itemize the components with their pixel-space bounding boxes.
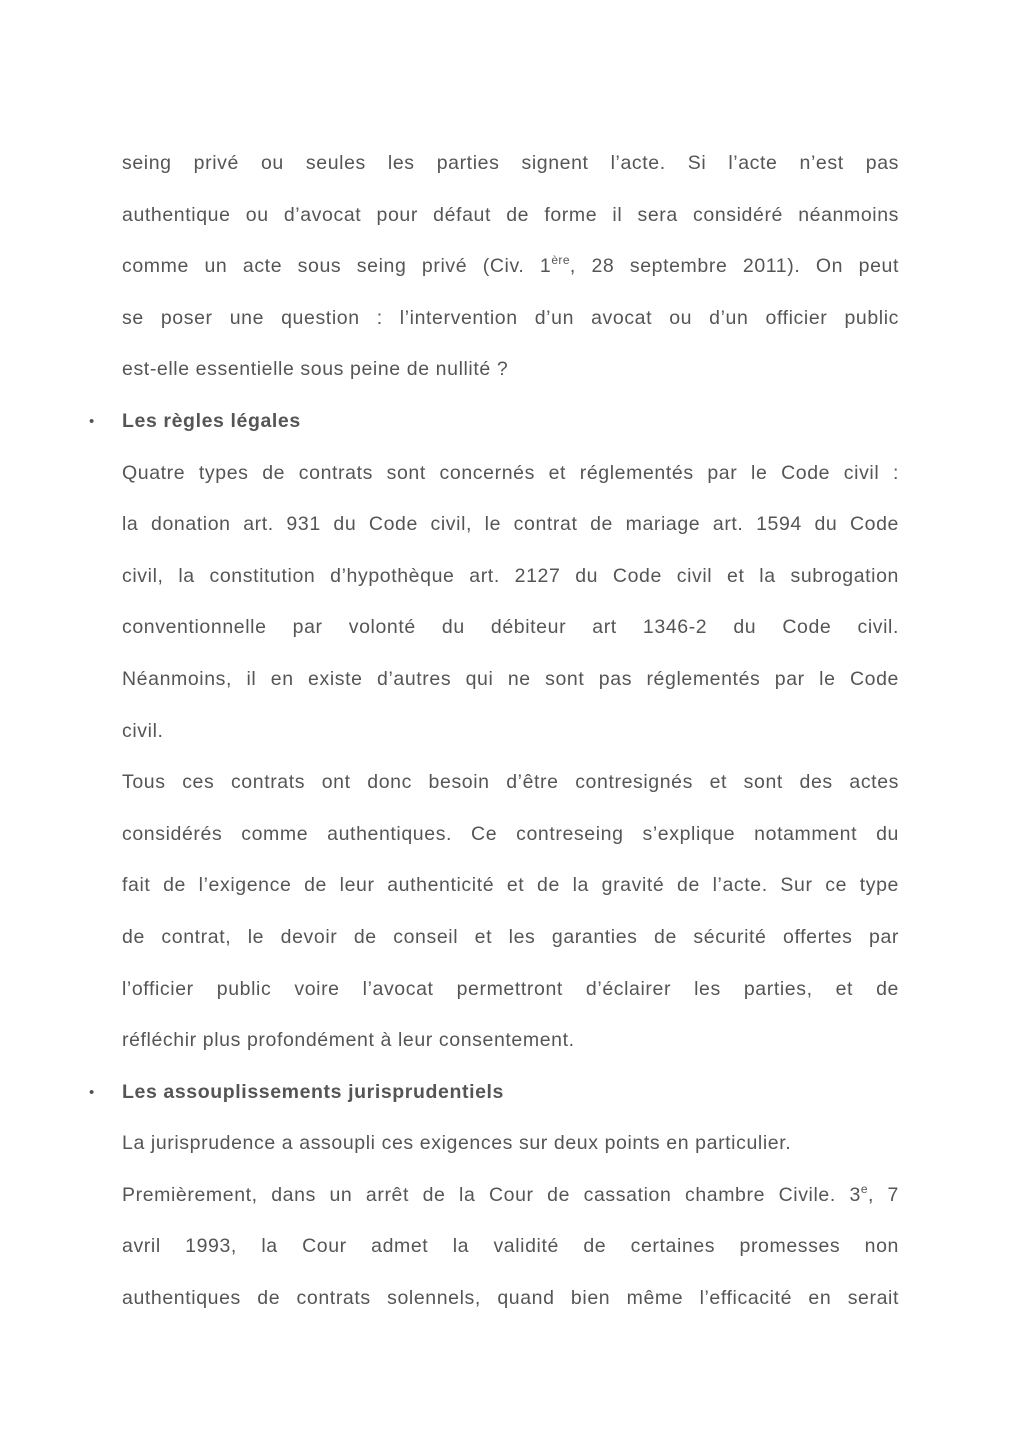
superscript: e <box>860 1181 868 1196</box>
superscript: ère <box>551 253 570 268</box>
document-body <box>89 138 899 1325</box>
bullet-icon: • <box>89 1083 95 1101</box>
text-segment: , 28 septembre 2011). On peut <box>569 255 899 278</box>
section-heading <box>89 1067 899 1119</box>
paragraph-line: Néanmoins, il en existe d’autres qui ne sont pas réglementés par le Code <box>122 667 899 690</box>
paragraph-line: Tous ces contrats ont donc besoin d’être contresignés et sont des actes <box>122 771 899 794</box>
section-heading <box>89 396 899 448</box>
paragraph-line: civil. <box>122 719 164 742</box>
paragraph-line: avril 1993, la Cour admet la validité de certaines promesses non <box>122 1235 899 1258</box>
paragraph-line <box>122 1170 899 1222</box>
text-segment: comme un acte sous seing privé (Civ. 1 <box>122 255 552 278</box>
paragraph-line: conventionnelle par volonté du débiteur art 1346-2 du Code civil. <box>122 616 899 639</box>
paragraph-line: l’officier public voire l’avocat permettront d’éclairer les parties, et de <box>122 977 899 1000</box>
paragraph-line: La jurisprudence a assoupli ces exigences sur deux points en particulier. <box>122 1132 792 1155</box>
paragraph-line: fait de l’exigence de leur authenticité et de la gravité de l’acte. Sur ce type <box>122 874 899 897</box>
text-segment: , 7 <box>867 1183 899 1206</box>
paragraph-line: la donation art. 931 du Code civil, le contrat de mariage art. 1594 du Code <box>122 513 899 536</box>
paragraph-line: se poser une question : l’intervention d’un avocat ou d’un officier public <box>122 306 899 329</box>
paragraph-line: de contrat, le devoir de conseil et les garanties de sécurité offertes par <box>122 925 899 948</box>
paragraph-line: réfléchir plus profondément à leur consentement. <box>122 1029 575 1052</box>
section-heading-text: Les assouplissements jurisprudentiels <box>122 1080 504 1103</box>
paragraph-line <box>122 241 899 293</box>
bullet-icon: • <box>89 412 95 430</box>
paragraph-line: Quatre types de contrats sont concernés et réglementés par le Code civil : <box>122 461 899 484</box>
paragraph-line: est-elle essentielle sous peine de nullité ? <box>122 358 509 381</box>
paragraph-line: seing privé ou seules les parties signent l’acte. Si l’acte n’est pas <box>122 152 899 174</box>
text-segment: Premièrement, dans un arrêt de la Cour de cassation chambre Civile. 3 <box>122 1183 861 1206</box>
paragraph-line: authentiques de contrats solennels, quand bien même l’efficacité en serait <box>122 1287 899 1310</box>
section-heading-text: Les règles légales <box>122 409 301 432</box>
paragraph-line: considérés comme authentiques. Ce contreseing s’explique notamment du <box>122 822 899 845</box>
paragraph-line: civil, la constitution d’hypothèque art. 2127 du Code civil et la subrogation <box>122 564 899 587</box>
paragraph-line: authentique ou d’avocat pour défaut de forme il sera considéré néanmoins <box>122 203 899 226</box>
